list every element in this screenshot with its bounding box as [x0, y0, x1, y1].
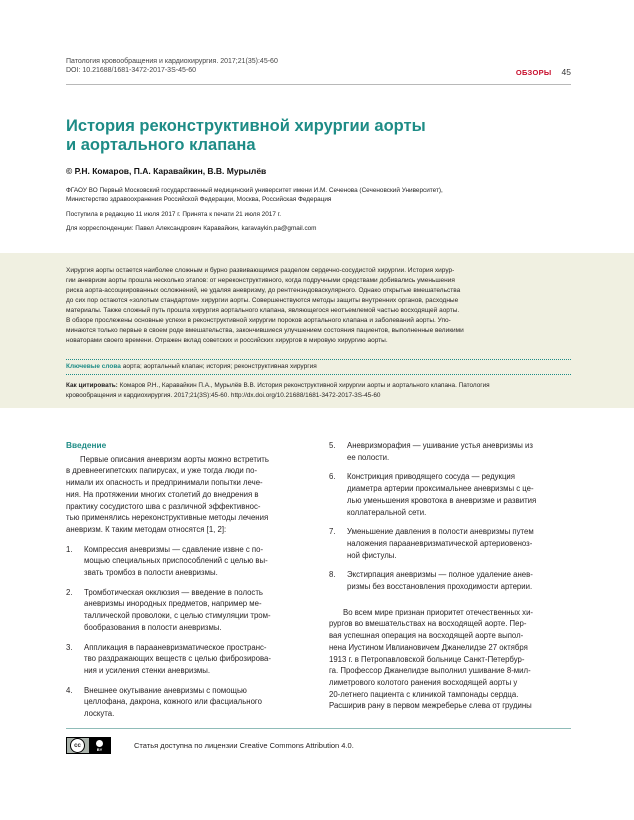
text-line: коллатеральной сети. [347, 507, 427, 517]
text-line: тво раздражающих веществ с целью фиброзирова- [84, 654, 271, 664]
list-number: 8. [329, 570, 336, 580]
text-line: наложения парааневризматической артериовеноз- [347, 538, 533, 548]
list-item [66, 587, 309, 634]
text-line: аневризм. К таким методам относятся [1, 2]: [66, 524, 227, 534]
right-column [329, 440, 571, 714]
abstract-line: новаторами своего времени. Отражен вклад советских и российских хирургов в мировую хирургию аорты. [66, 337, 388, 344]
left-column [66, 440, 309, 728]
page-number: 45 [561, 67, 571, 77]
text-line: звать тромбоз в полости аневризмы. [84, 568, 218, 578]
text-line: га. Профессор Джанелидзе выполнил ушивание 8-мил- [329, 666, 531, 676]
text-line: рургов во вмешательствах на восходящей аорте. Пер- [329, 619, 527, 629]
text-line: 20-летнего пациента с клиникой тампонады сердца. [329, 689, 519, 699]
authors: © Р.Н. Комаров, П.А. Каравайкин, В.В. Мурылёв [66, 166, 267, 176]
list-item [329, 440, 571, 463]
affiliation-line-1: ФГАОУ ВО Первый Московский государственный медицинский университет имени И.М. Сеченова (Сеченовский Университет), [66, 187, 443, 194]
list-item [329, 526, 571, 561]
method-list-left [66, 544, 309, 720]
list-text [84, 544, 309, 579]
text-line: аневризмы инородных предметов, например ме- [84, 599, 262, 609]
header-divider [66, 84, 571, 85]
text-line: Внешнее окутывание аневризмы с помощью [84, 685, 247, 695]
list-number: 4. [66, 685, 73, 695]
abstract-line: риска аорта-ассоциированных осложнений, не удаляя аневризму, до рентгенэндоваскулярного. Однако открытые вмешательства [66, 287, 461, 294]
body-paragraph [329, 607, 571, 712]
received-dates: Поступила в редакцию 11 июля 2017 г. Принята к печати 21 июля 2017 г. [66, 211, 281, 218]
keywords [66, 363, 571, 370]
title-line-1: История реконструктивной хирургии аорты [66, 117, 426, 135]
dotted-divider [66, 359, 571, 360]
cc-by-badge[interactable] [66, 737, 111, 754]
intro-heading: Введение [66, 440, 107, 450]
list-number: 6. [329, 472, 336, 482]
list-item [66, 685, 309, 720]
text-line: Констрикция приводящего сосуда — редукция [347, 472, 515, 482]
affiliation [66, 186, 566, 204]
list-number: 5. [329, 441, 336, 450]
affiliation-line-2: Министерство здравоохранения Российской Федерации, Москва, Российская Федерация [66, 196, 332, 204]
keywords-label: Ключевые слова [66, 363, 121, 370]
text-line: тью применялись нереконструктивные методы лечения [66, 513, 269, 523]
text-line: лоскута. [84, 709, 115, 719]
keywords-text: аорта; аортальный клапан; история; реконструктивная хирургия [122, 363, 317, 370]
text-line: Тромботическая окклюзия — введение в полость [84, 587, 263, 597]
text-line: Первые описания аневризм аорты можно встретить [80, 454, 269, 464]
text-line: мощью специальных приспособлений с целью вы- [84, 556, 268, 566]
text-line: целлофана, дакрона, кожного или фасциального [84, 697, 262, 707]
list-text [347, 440, 571, 463]
text-line: ризмы без восстановления проходимости артерии. [347, 582, 533, 592]
list-number: 3. [66, 642, 73, 652]
text-line: Экстирпация аневризмы — полное удаление анев- [347, 570, 533, 580]
list-text [347, 526, 571, 561]
list-text [84, 685, 309, 720]
citation-block [66, 381, 571, 400]
text-line: таллической проволоки, с целью стимуляции тром- [84, 611, 271, 621]
text-line: Аппликация в парааневризматическое пространс- [84, 642, 267, 652]
list-number: 2. [66, 587, 73, 597]
list-number: 7. [329, 527, 336, 537]
list-text [84, 587, 309, 634]
cc-icon: cc [70, 738, 85, 753]
list-number: 1. [66, 544, 73, 554]
dotted-divider [66, 374, 571, 375]
article-title [66, 117, 546, 155]
abstract-line: минаются только первые в своем роде вмешательства, закончившиеся улучшением состояния пациентов, выполненные великими [66, 327, 464, 334]
by-section [89, 738, 110, 753]
text-line: Расширив рану в первом межреберье слева от грудины [329, 701, 532, 711]
text-line: в древнеегипетских папирусах, и уже тогда люди по- [66, 466, 258, 476]
text-line: Во всем мире признан приоритет отечественных хи- [343, 607, 534, 617]
title-line-2: и аортального клапана [66, 136, 256, 154]
by-label: BY [96, 746, 103, 752]
list-item [66, 642, 309, 677]
text-line: 1913 г. в Петропавловской больнице Санкт-Петербур- [329, 654, 525, 664]
abstract-line: Хирургия аорты остается наиболее сложным и бурно развивающимся разделом сердечно-сосудистой хирургии. История хирур- [66, 267, 455, 274]
text-line: вая успешная операция на восходящей аорте выпол- [329, 631, 524, 641]
text-line: ной фистулы. [347, 550, 397, 560]
text-line: ее полости. [347, 452, 390, 462]
header-right [516, 67, 571, 77]
text-line: Компрессия аневризмы — сдавление извне с по- [84, 544, 264, 554]
method-list-right [329, 440, 571, 593]
list-text [347, 569, 571, 592]
correspondence: Для корреспонденции: Павел Александрович Каравайкин, karavaykin.pa@gmail.com [66, 225, 317, 232]
text-line: лью уменьшения кровотока в аневризме и развития [347, 495, 537, 505]
license-divider [66, 728, 571, 729]
list-item [66, 544, 309, 579]
abstract-line: В обзоре прослежены основные успехи в реконструктивной хирургии пороков аортального клапана и заболеваний аорты. Упо- [66, 317, 451, 324]
text-line: диаметра артерии проксимальнее аневризмы с це- [347, 484, 534, 494]
journal-citation: Патология кровообращения и кардиохирургия. 2017;21(35):45-60 [66, 58, 278, 65]
license-text: Статья доступна по лицензии Creative Commons Attribution 4.0. [134, 741, 354, 750]
list-item [329, 569, 571, 592]
person-icon [96, 740, 103, 747]
cite-label: Как цитировать: [66, 382, 118, 389]
text-line: нена Иустином Ивлиановичем Джанелидзе 27 октября [329, 642, 528, 652]
list-text [84, 642, 309, 677]
text-line: нимали их опасность и предпринимали попытки лече- [66, 478, 263, 488]
intro-paragraph [66, 454, 309, 536]
text-line: бообразования в полости аневризмы. [84, 622, 222, 632]
text-line: практику сосудистого шва с различной эффективнос- [66, 501, 261, 511]
text-line: Уменьшение давления в полости аневризмы путем [347, 527, 534, 537]
abstract-line: до сих пор остаются «золотым стандартом» хирургии аорты. Совершенствуются методы защиты внутренних органов, расходные [66, 297, 459, 304]
text-line: ния. На протяжении многих столетий до внедрения в [66, 489, 259, 499]
list-item [329, 471, 571, 518]
list-text [347, 471, 571, 518]
cite-text: Комаров Р.Н., Каравайкин П.А., Мурылёв В.В. История реконструктивной хирургии аорты и аортального клапана. Патология [117, 382, 490, 389]
section-label: ОБЗОРЫ [515, 68, 552, 77]
abstract-text [66, 266, 571, 346]
doi-line: DOI: 10.21688/1681-3472-2017-3S-45-60 [66, 67, 196, 74]
cite-text-2: кровообращения и кардиохирургия. 2017;21(3S):45-60. http://dx.doi.org/10.21688/1681-3472-2017-3S-45-60 [66, 391, 381, 399]
running-header [66, 57, 571, 85]
text-line: ния и усиления стенки аневризмы. [84, 665, 211, 675]
abstract-line: гии аневризм аорты прошла несколько этапов: от нереконструктивного, когда подручными средствами добивались уменьшения [66, 277, 455, 284]
abstract-line: материалы. Также сложный путь прошла хирургия аортального клапана, являющегося неотъемлемой частью восходящей аорты. [66, 307, 460, 314]
text-line: Аневризморафия — ушивание устья аневризмы из [347, 441, 533, 450]
text-line: лиметрового колотого ранения восходящей аорты у [329, 677, 518, 687]
